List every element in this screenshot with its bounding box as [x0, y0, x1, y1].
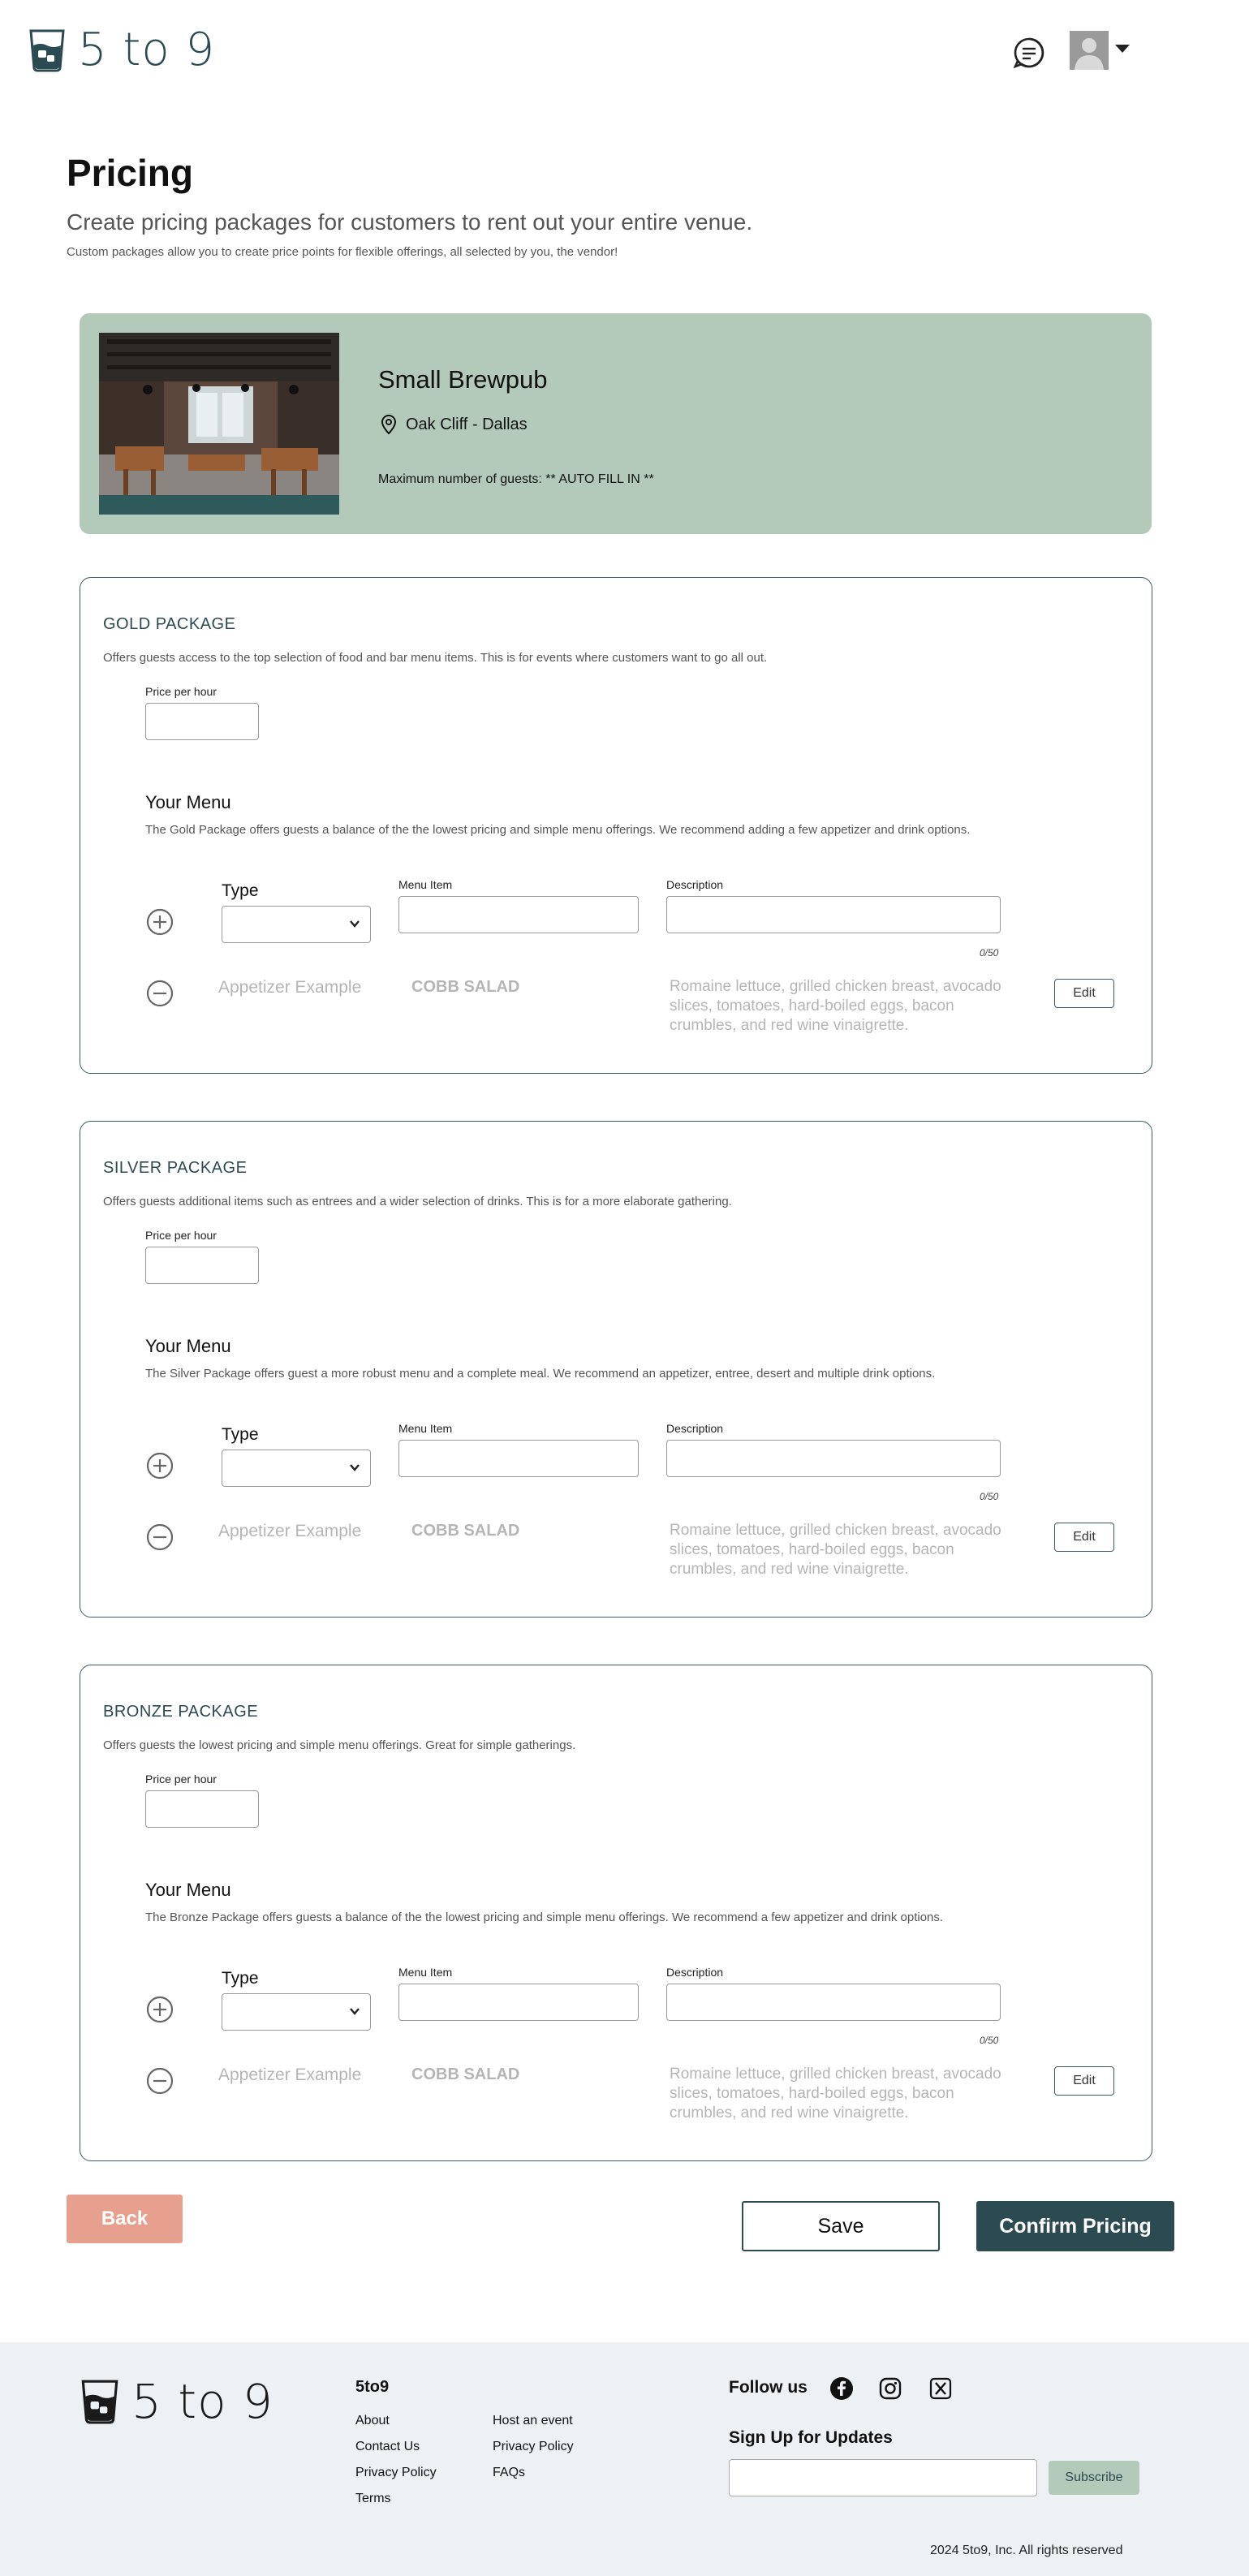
menu-title: Your Menu — [145, 1880, 231, 1900]
edit-button[interactable]: Edit — [1054, 979, 1114, 1008]
footer-link-contact[interactable]: Contact Us — [355, 2440, 420, 2453]
add-item-icon[interactable] — [145, 907, 174, 937]
menu-description: The Silver Package offers guest a more robust menu and a complete meal. We recommend an appetizer, entree, desert and multiple drink options. — [145, 1367, 936, 1381]
email-input[interactable] — [729, 2459, 1037, 2496]
example-type: Appetizer Example — [218, 978, 362, 997]
character-counter: 0/50 — [980, 2035, 999, 2046]
back-button[interactable]: Back — [67, 2195, 183, 2243]
whiskey-glass-icon — [80, 2378, 120, 2425]
footer-link-about[interactable]: About — [355, 2414, 390, 2427]
menu-item-input[interactable] — [398, 896, 639, 933]
chevron-down-icon — [349, 2005, 360, 2017]
description-label: Description — [666, 1422, 724, 1435]
type-select[interactable] — [222, 1450, 371, 1487]
menu-item-input[interactable] — [398, 1984, 639, 2021]
caret-down-icon[interactable] — [1115, 45, 1130, 53]
facebook-icon[interactable] — [829, 2376, 854, 2401]
price-per-hour-input[interactable] — [145, 703, 259, 740]
package-description: Offers guests additional items such as entrees and a wider selection of drinks. This is for a more elaborate gathering. — [103, 1195, 732, 1208]
bronze-package-card — [80, 1665, 1152, 2161]
description-label: Description — [666, 878, 724, 891]
site-header — [0, 0, 1249, 106]
package-title: GOLD PACKAGE — [103, 615, 236, 633]
gold-package-card — [80, 577, 1152, 1074]
description-input[interactable] — [666, 1440, 1001, 1477]
type-select[interactable] — [222, 1993, 371, 2031]
package-title: BRONZE PACKAGE — [103, 1703, 259, 1721]
example-description: Romaine lettuce, grilled chicken breast, avocado slices, tomatoes, hard-boiled eggs, bacon crumbles, and red wine vinaigrette. — [670, 978, 1001, 1034]
chevron-down-icon — [349, 918, 360, 929]
venue-photo — [99, 333, 339, 515]
description-input[interactable] — [666, 1984, 1001, 2021]
whiskey-glass-icon — [28, 28, 67, 73]
type-label: Type — [222, 1969, 259, 1988]
footer-link-privacy-2[interactable]: Privacy Policy — [493, 2440, 574, 2453]
menu-item-input[interactable] — [398, 1440, 639, 1477]
venue-card — [80, 313, 1152, 534]
confirm-pricing-button[interactable]: Confirm Pricing — [976, 2201, 1174, 2251]
add-item-icon[interactable] — [145, 1995, 174, 2024]
example-menu-item: COBB SALAD — [411, 1522, 520, 1540]
remove-item-icon[interactable] — [145, 979, 174, 1008]
brand-name: 5 to 9 — [78, 24, 216, 76]
menu-description: The Gold Package offers guests a balance of the the lowest pricing and simple menu offerings. We recommend adding a few appetizer and drink options. — [145, 823, 971, 837]
type-label: Type — [222, 1425, 259, 1444]
page-title: Pricing — [67, 152, 193, 194]
signup-label: Sign Up for Updates — [729, 2428, 893, 2447]
copyright: 2024 5to9, Inc. All rights reserved — [930, 2544, 1123, 2557]
price-per-hour-input[interactable] — [145, 1790, 259, 1828]
site-footer — [0, 2342, 1249, 2576]
menu-item-label: Menu Item — [398, 1966, 453, 1979]
type-label: Type — [222, 881, 259, 900]
package-description: Offers guests access to the top selection of food and bar menu items. This is for events where customers want to go all out. — [103, 651, 768, 665]
menu-description: The Bronze Package offers guests a balance of the the lowest pricing and simple menu offerings. We recommend a few appetizer and drink options. — [145, 1910, 944, 1924]
remove-item-icon[interactable] — [145, 1523, 174, 1552]
package-title: SILVER PACKAGE — [103, 1159, 248, 1177]
example-menu-item: COBB SALAD — [411, 978, 520, 996]
venue-max-guests: Maximum number of guests: ** AUTO FILL IN ** — [378, 472, 654, 486]
page-note: Custom packages allow you to create price points for flexible offerings, all selected by you, the vendor! — [67, 245, 618, 259]
example-menu-item: COBB SALAD — [411, 2066, 520, 2083]
footer-section-title: 5to9 — [355, 2378, 390, 2396]
example-description: Romaine lettuce, grilled chicken breast, avocado slices, tomatoes, hard-boiled eggs, bacon crumbles, and red wine vinaigrette. — [670, 2066, 1001, 2122]
description-label: Description — [666, 1966, 724, 1979]
menu-title: Your Menu — [145, 1336, 231, 1356]
package-description: Offers guests the lowest pricing and simple menu offerings. Great for simple gatherings. — [103, 1738, 576, 1752]
edit-button[interactable]: Edit — [1054, 1523, 1114, 1552]
footer-link-privacy[interactable]: Privacy Policy — [355, 2466, 437, 2479]
type-select[interactable] — [222, 906, 371, 943]
menu-item-label: Menu Item — [398, 1422, 453, 1435]
page-subtitle: Create pricing packages for customers to rent out your entire venue. — [67, 209, 753, 235]
price-per-hour-label: Price per hour — [145, 1773, 217, 1786]
venue-location — [378, 414, 528, 435]
price-per-hour-input[interactable] — [145, 1247, 259, 1284]
footer-link-terms[interactable]: Terms — [355, 2492, 391, 2505]
footer-link-faqs[interactable]: FAQs — [493, 2466, 526, 2479]
menu-title: Your Menu — [145, 792, 231, 812]
save-button[interactable]: Save — [742, 2201, 940, 2251]
character-counter: 0/50 — [980, 947, 999, 958]
venue-name: Small Brewpub — [378, 365, 548, 394]
brand-logo[interactable] — [28, 24, 216, 76]
example-type: Appetizer Example — [218, 2066, 362, 2084]
description-input[interactable] — [666, 896, 1001, 933]
example-type: Appetizer Example — [218, 1522, 362, 1540]
avatar-silhouette-icon — [1070, 31, 1109, 70]
follow-us-label: Follow us — [729, 2378, 808, 2397]
subscribe-button[interactable]: Subscribe — [1049, 2461, 1139, 2495]
instagram-icon[interactable] — [878, 2376, 902, 2401]
price-per-hour-label: Price per hour — [145, 1229, 217, 1242]
chat-icon[interactable] — [1013, 37, 1045, 69]
x-twitter-icon[interactable] — [928, 2376, 953, 2401]
venue-location-text: Oak Cliff - Dallas — [406, 415, 528, 433]
footer-brand-name: 5 to 9 — [131, 2374, 273, 2429]
character-counter: 0/50 — [980, 1491, 999, 1502]
location-pin-icon — [378, 414, 399, 435]
remove-item-icon[interactable] — [145, 2066, 174, 2096]
add-item-icon[interactable] — [145, 1451, 174, 1480]
menu-item-label: Menu Item — [398, 878, 453, 891]
user-avatar[interactable] — [1070, 31, 1109, 70]
footer-link-host-event[interactable]: Host an event — [493, 2414, 573, 2427]
price-per-hour-label: Price per hour — [145, 685, 217, 698]
edit-button[interactable]: Edit — [1054, 2066, 1114, 2096]
example-description: Romaine lettuce, grilled chicken breast, avocado slices, tomatoes, hard-boiled eggs, bacon crumbles, and red wine vinaigrette. — [670, 1522, 1001, 1578]
silver-package-card — [80, 1121, 1152, 1618]
footer-logo[interactable] — [80, 2374, 273, 2429]
chevron-down-icon — [349, 1462, 360, 1473]
